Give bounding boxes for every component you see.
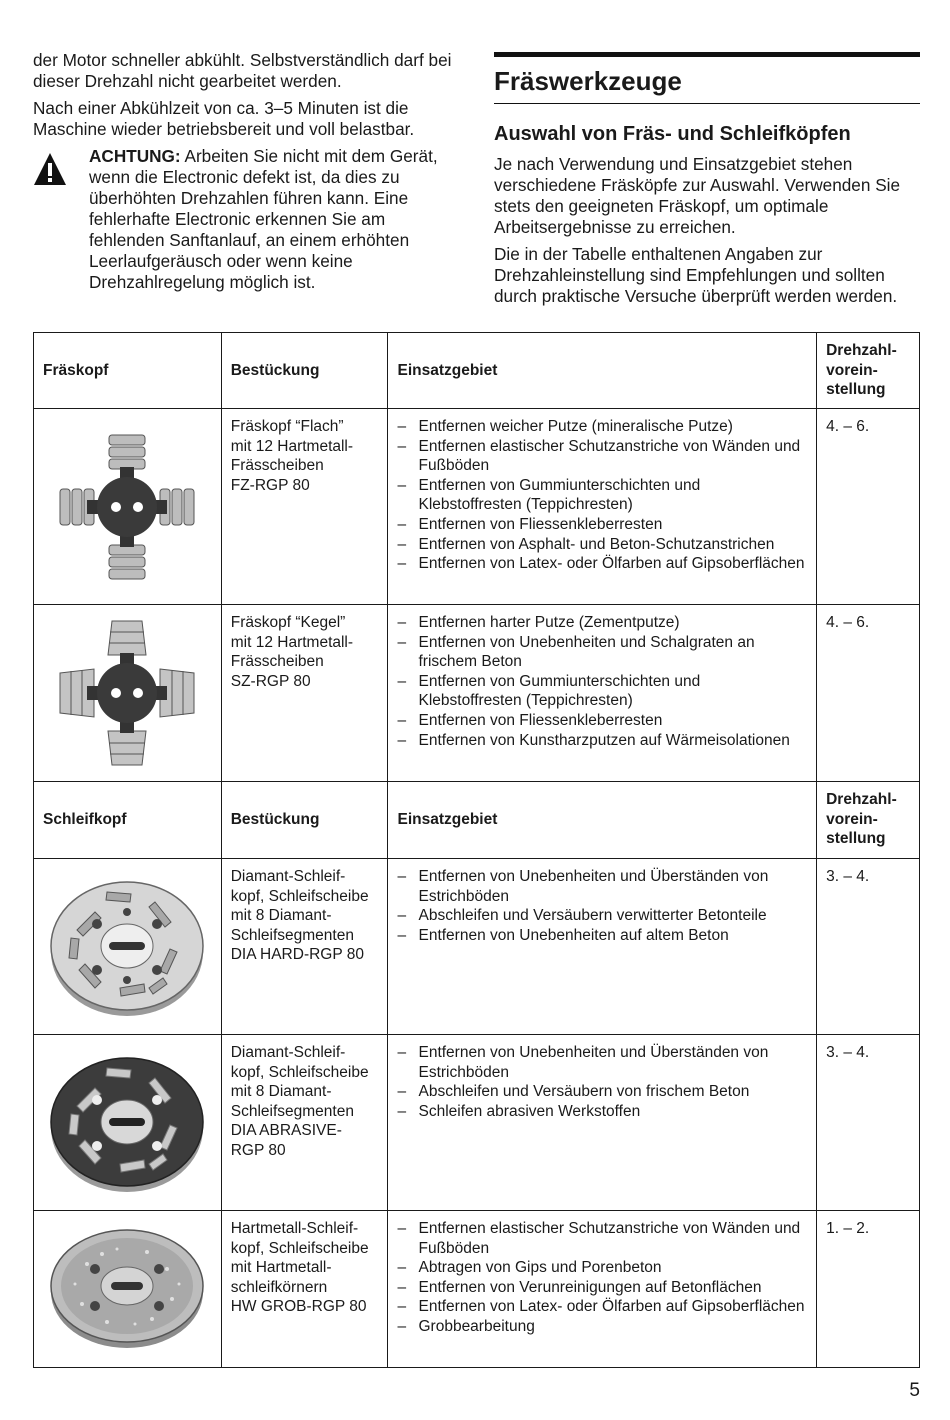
table-row: [34, 605, 920, 782]
header-equipment: Bestückung: [221, 782, 388, 859]
speed-cell: 3. – 4.: [817, 859, 920, 1035]
list-item: – Entfernen von Gummiunterschichten und Klebstoffresten (Teppichresten): [397, 476, 807, 515]
equipment-line: kopf, Schleifscheibe: [230, 1239, 369, 1257]
warning-block: [33, 146, 463, 293]
header-equipment: Bestückung: [221, 333, 388, 409]
tool-image-cell: [34, 859, 222, 1035]
list-item: – Entfernen elastischer Schutzanstriche von Wänden und Fußböden: [397, 1219, 807, 1258]
equipment-line: Frässcheiben: [230, 653, 324, 671]
equipment-cell: [221, 1035, 388, 1211]
equipment-line: Schleifsegmenten: [230, 926, 354, 944]
list-item: – Entfernen von Verunreinigungen auf Betonflächen: [397, 1278, 807, 1298]
table-row: [34, 859, 920, 1035]
equipment-line: Hartmetall-Schleif-: [230, 1220, 359, 1237]
equipment-line: mit 12 Hartmetall-: [230, 633, 354, 651]
milling-head-cone-icon: [52, 613, 202, 773]
list-item: – Entfernen elastischer Schutzanstriche von Wänden und Fußböden: [397, 437, 807, 476]
speed-cell: 4. – 6.: [817, 605, 920, 782]
list-item: – Schleifen abrasiven Werkstoffen: [397, 1102, 807, 1122]
header-grinding-head: Schleifkopf: [34, 782, 222, 859]
equipment-line: Diamant-Schleif-: [230, 868, 346, 885]
application-cell: [388, 1211, 817, 1368]
tool-image-cell: [34, 605, 222, 782]
carbide-grinding-head-icon: [47, 1224, 207, 1354]
warning-label: ACHTUNG:: [89, 146, 181, 166]
equipment-line: mit 8 Diamant-: [230, 1083, 332, 1101]
equipment-line: RGP 80: [230, 1141, 286, 1159]
header-application: Einsatzgebiet: [388, 333, 817, 409]
list-item: – Entfernen von Unebenheiten und Schalgraten an frischem Beton: [397, 633, 807, 672]
list-item: – Entfernen von Latex- oder Ölfarben auf Gipsoberflächen: [397, 1297, 807, 1317]
equipment-line: mit 8 Diamant-: [230, 907, 332, 925]
diamond-grinding-head-hard-icon: [47, 872, 207, 1022]
list-item: – Entfernen von Fliessenkleberresten: [397, 711, 807, 731]
equipment-line: mit 12 Hartmetall-: [230, 437, 354, 455]
equipment-line: HW GROB-RGP 80: [230, 1298, 367, 1316]
warning-triangle-icon: [33, 152, 67, 186]
header-milling-head: Fräskopf: [34, 333, 222, 409]
list-item: – Entfernen von Kunstharzputzen auf Wärmeisolationen: [397, 731, 807, 751]
tool-image-cell: [34, 1035, 222, 1211]
equipment-line: schleifkörnern: [230, 1278, 328, 1296]
list-item: – Entfernen weicher Putze (mineralische Putze): [397, 417, 807, 437]
speed-cell: 1. – 2.: [817, 1211, 920, 1368]
list-item: – Abschleifen und Versäubern von frischem Beton: [397, 1082, 807, 1102]
paragraph-motor-cooling: der Motor schneller abkühlt. Selbstverständlich darf bei dieser Drehzahl nicht gearbeitet werden.: [33, 50, 452, 91]
list-item: – Entfernen von Asphalt- und Beton-Schutzanstrichen: [397, 535, 807, 555]
section-title: Fräswerkzeuge: [494, 66, 682, 96]
paragraph-selection: Je nach Verwendung und Einsatzgebiet stehen verschiedene Fräsköpfe zur Auswahl. Verwenden Sie stets den geeigneten Fräskopf, um optimale Arbeitsergebnisse zu erreichen.: [494, 154, 901, 237]
equipment-cell: [221, 605, 388, 782]
paragraph-cooldown-time: Nach einer Abkühlzeit von ca. 3–5 Minuten ist die Maschine wieder betriebsbereit und voll belastbar.: [33, 98, 415, 139]
table-header-grinding: [34, 782, 920, 859]
header-speed: Drehzahl- vorein- stellung: [817, 333, 920, 409]
list-item: – Entfernen von Unebenheiten und Überständen von Estrichböden: [397, 1043, 807, 1082]
equipment-cell: [221, 409, 388, 605]
warning-text: Arbeiten Sie nicht mit dem Gerät, wenn die Electronic defekt ist, da dies zu überhöhten Drehzahlen führen kann. Eine fehlerhafte Electronic erkennen Sie am fehlenden Sanftanlauf, an einem erhöhten Leerlaufgeräusch oder wenn keine Drehzahlregelung möglich ist.: [89, 146, 438, 292]
tool-image-cell: [34, 409, 222, 605]
equipment-cell: [221, 859, 388, 1035]
list-item: – Entfernen von Gummiunterschichten und Klebstoffresten (Teppichresten): [397, 672, 807, 711]
tool-image-cell: [34, 1211, 222, 1368]
equipment-line: Frässcheiben: [230, 457, 324, 475]
paragraph-recommendation: Die in der Tabelle enthaltenen Angaben zur Drehzahleinstellung sind Empfehlungen und sollten durch praktische Versuche überprüft werden werden.: [494, 244, 898, 306]
equipment-line: Fräskopf “Kegel”: [230, 614, 346, 631]
table-header-milling: [34, 333, 920, 409]
list-item: – Entfernen harter Putze (Zementputze): [397, 613, 807, 633]
subsection-title: Auswahl von Fräs- und Schleifköpfen: [494, 123, 851, 145]
speed-cell: 3. – 4.: [817, 1035, 920, 1211]
equipment-line: mit Hartmetall-: [230, 1259, 332, 1277]
list-item: – Entfernen von Unebenheiten und Überständen von Estrichböden: [397, 867, 807, 906]
page-number: 5: [909, 1380, 920, 1401]
speed-cell: 4. – 6.: [817, 409, 920, 605]
equipment-line: DIA HARD-RGP 80: [230, 946, 364, 964]
equipment-line: kopf, Schleifscheibe: [230, 887, 369, 905]
list-item: – Abschleifen und Versäubern verwitterter Betonteile: [397, 906, 807, 926]
application-cell: [388, 409, 817, 605]
equipment-line: DIA ABRASIVE-: [230, 1122, 342, 1140]
application-cell: [388, 859, 817, 1035]
list-item: – Entfernen von Unebenheiten auf altem Beton: [397, 926, 807, 946]
equipment-line: Schleifsegmenten: [230, 1102, 354, 1120]
diamond-grinding-head-abrasive-icon: [47, 1048, 207, 1198]
table-row: [34, 1211, 920, 1368]
milling-head-flat-icon: [52, 427, 202, 587]
list-item: – Abtragen von Gips und Porenbeton: [397, 1258, 807, 1278]
table-row: [34, 1035, 920, 1211]
list-item: – Entfernen von Latex- oder Ölfarben auf Gipsoberflächen: [397, 554, 807, 574]
equipment-line: kopf, Schleifscheibe: [230, 1063, 369, 1081]
equipment-line: Diamant-Schleif-: [230, 1044, 346, 1061]
list-item: – Entfernen von Fliessenkleberresten: [397, 515, 807, 535]
list-item: – Grobbearbeitung: [397, 1317, 807, 1337]
header-application: Einsatzgebiet: [388, 782, 817, 859]
left-column: [33, 50, 463, 293]
application-cell: [388, 1035, 817, 1211]
table-row: [34, 409, 920, 605]
section-heading-bar: [494, 52, 920, 104]
right-column: [494, 52, 920, 313]
application-cell: [388, 605, 817, 782]
equipment-cell: [221, 1211, 388, 1368]
equipment-line: FZ-RGP 80: [230, 476, 310, 494]
equipment-line: Fräskopf “Flach”: [230, 418, 344, 435]
equipment-line: SZ-RGP 80: [230, 672, 311, 690]
header-speed: Drehzahl- vorein- stellung: [817, 782, 920, 859]
tools-table: [33, 332, 920, 1368]
